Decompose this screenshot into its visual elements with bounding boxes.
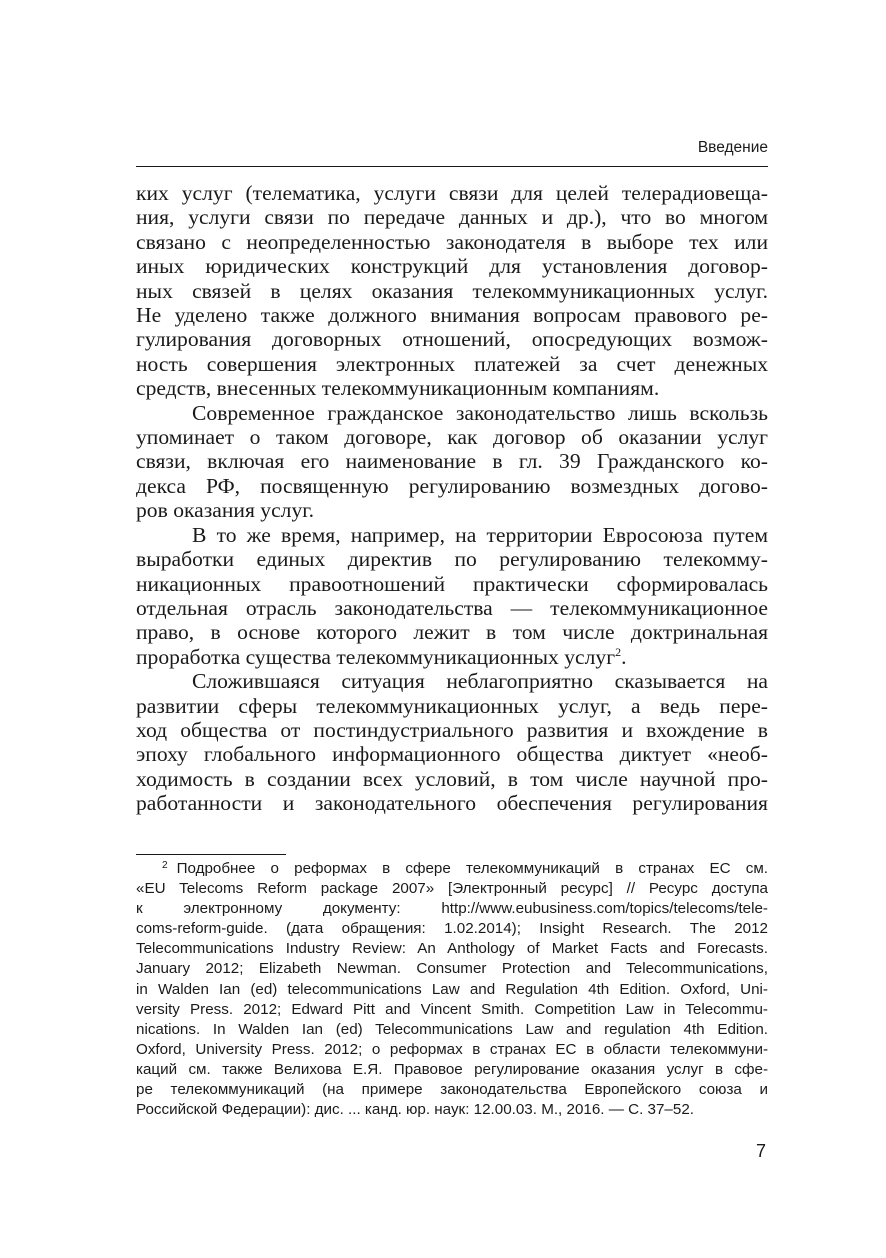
paragraph-1 [136, 181, 768, 401]
footnote [136, 859, 768, 1120]
footnote-number: 2 [162, 860, 168, 871]
text-line: связи, включая его наименование в гл. 39 Гражданского ко- [136, 449, 768, 474]
text-line: В то же время, например, на территории Евросоюза путем [192, 522, 768, 547]
text-line: отдельная отрасль законодательства — телекоммуникационное [136, 595, 768, 620]
text-line: иных юридических конструкций для установления договор- [136, 254, 768, 279]
footnote-line: versity Press. 2012; Edward Pitt and Vincent Smith. Competition Law in Telecommu- [136, 1000, 768, 1018]
footnote-line: nications. In Walden Ian (ed) Telecommunications Law and regulation 4th Edition. [136, 1020, 768, 1038]
footnote-line: coms-reform-guide. (дата обращения: 1.02.2014); Insight Research. The 2012 [136, 920, 768, 938]
text-line: ных связей в целях оказания телекоммуникационных услуг. [136, 278, 768, 303]
main-text [136, 181, 768, 816]
text-line: ность совершения электронных платежей за счет денежных [136, 351, 768, 376]
footnote-line-text: Подробнее о реформах в сфере телекоммуникаций в странах ЕС см. [176, 860, 768, 877]
paragraph-3 [136, 523, 768, 669]
footnote-line: «EU Telecoms Reform package 2007» [Электронный ресурс] // Ресурс доступа [136, 880, 768, 898]
footnote-line: in Walden Ian (ed) telecommunications Law and Regulation 4th Edition. Oxford, Uni- [136, 980, 768, 998]
text-line: никационных правоотношений практически сформировалась [136, 571, 768, 596]
text-line-content: проработка существа телекоммуникационных услуг [136, 644, 616, 669]
text-line: упоминает о таком договоре, как договор об оказании услуг [136, 425, 768, 450]
text-line: связано с неопределенностью законодателя в выборе тех или [136, 229, 768, 254]
text-line: эпоху глобального информационного общества диктует «необ- [136, 742, 768, 767]
paragraph-4 [136, 669, 768, 815]
footnote-line: ре телекоммуникаций (на примере законодательства Европейского союза и [136, 1081, 768, 1099]
text-line: ход общества от постиндустриального развития и вхождение в [136, 717, 768, 742]
text-line: средств, внесенных телекоммуникационным компаниям. [136, 376, 660, 401]
footnote-rule [136, 854, 286, 855]
text-line: выработки единых директив по регулированию телекомму- [136, 547, 768, 572]
book-page [136, 0, 768, 1258]
footnote-line: Российской Федерации): дис. ... канд. юр. наук: 12.00.03. М., 2016. — С. 37–52. [136, 1101, 694, 1119]
text-line: ния, услуги связи по передаче данных и др.), что во многом [136, 205, 768, 230]
text-line: Не уделено также должного внимания вопросам правового ре- [136, 303, 768, 328]
footnote-line: Oxford, University Press. 2012; о реформах в странах ЕС в области телекоммуни- [136, 1040, 768, 1058]
text-line: ров оказания услуг. [136, 498, 315, 523]
footnote-reference[interactable]: 2 [615, 644, 622, 659]
footnote-line: Telecommunications Industry Review: An Anthology of Market Facts and Forecasts. [136, 940, 768, 958]
text-line: право, в основе которого лежит в том числе доктринальная [136, 620, 768, 645]
footnote-line: к электронному документу: http://www.eubusiness.com/topics/telecoms/tele- [136, 900, 768, 918]
footnote-line: January 2012; Elizabeth Newman. Consumer Protection and Telecommunications, [136, 960, 768, 978]
running-head: Введение [697, 139, 768, 156]
text-line [136, 645, 768, 669]
text-line: Современное гражданское законодательство лишь вскользь [192, 400, 768, 425]
text-line: декса РФ, посвященную регулированию возмездных догово- [136, 473, 768, 498]
footnote-line [136, 859, 768, 879]
page-number: 7 [755, 1141, 766, 1161]
text-line: ких услуг (телематика, услуги связи для целей телерадиовеща- [136, 181, 768, 205]
footnote-line: каций см. также Велихова Е.Я. Правовое регулирование оказания услуг в сфе- [136, 1060, 768, 1078]
text-line: ходимость в создании всех условий, в том числе научной про- [136, 766, 768, 791]
header-rule [136, 166, 768, 167]
text-line: развитии сферы телекоммуникационных услуг, а ведь пере- [136, 693, 768, 718]
text-line: работанности и законодательного обеспечения регулирования [136, 791, 768, 816]
text-line: Сложившаяся ситуация неблагоприятно сказывается на [192, 669, 768, 694]
text-line: гулирования договорных отношений, опосредующих возмож- [136, 327, 768, 352]
sentence-end: . [621, 644, 627, 669]
paragraph-2 [136, 401, 768, 523]
